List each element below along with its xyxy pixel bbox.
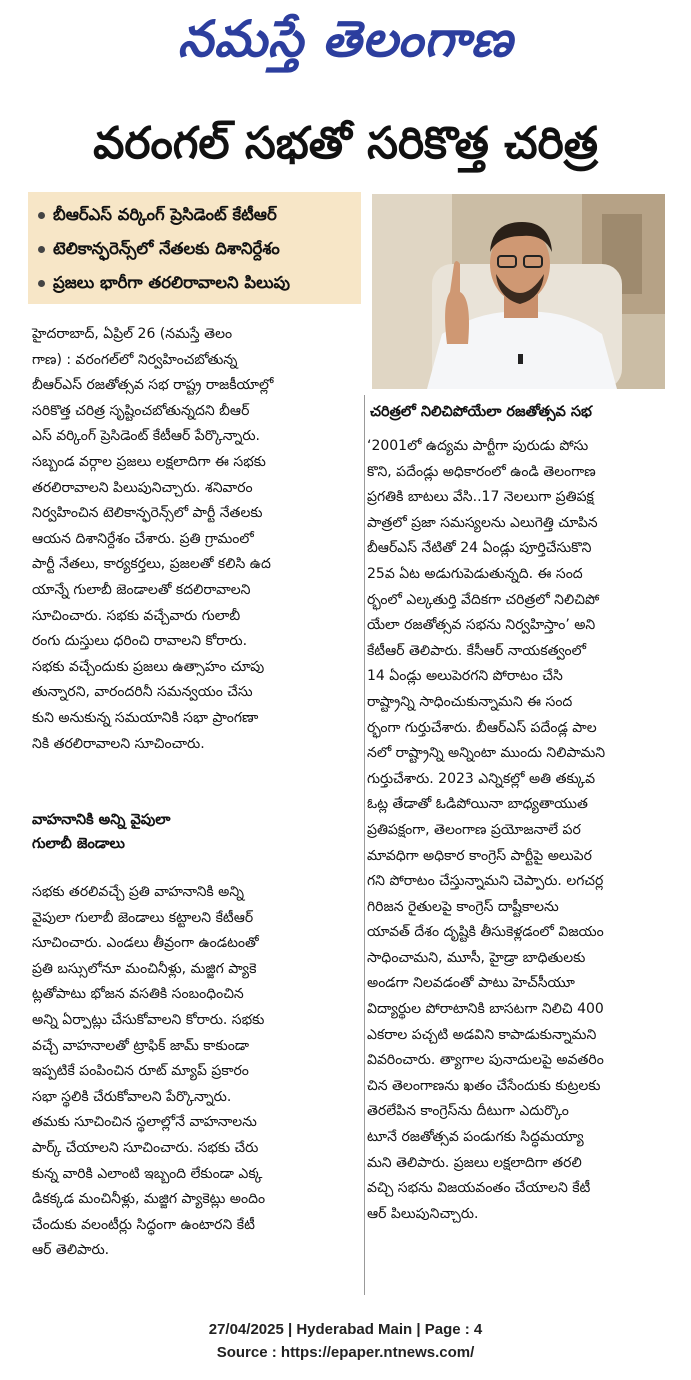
article-subheading: చరిత్రలో నిలిచిపోయేలా రజతోత్సవ సభ: [370, 404, 592, 420]
article-photo: [372, 194, 665, 389]
highlight-text: బీఆర్ఎస్ వర్కింగ్ ప్రెసిడెంట్ కేటీఆర్: [53, 205, 277, 224]
footer-date-edition: 27/04/2025 | Hyderabad Main | Page : 4: [208, 1321, 483, 1338]
highlight-text: టెలికాన్ఫరెన్స్‌లో నేతలకు దిశానిర్దేశం: [53, 239, 280, 258]
highlights-box: [28, 192, 361, 304]
article-paragraph: ‘2001లో ఉద్యమ పార్టీగా పురుడు పోసు కొని, పదేండ్లు అధికారంలో ఉండి తెలంగాణ ప్రగతికి బాటలు వేసి..17 నెలలుగా ప్రతిపక్ష పాత్రలో ప్రజా సమస్యలను ఎలుగెత్తి చూపిన బీఆర్ఎస్ నేటితో 24 ఏండ్లు పూర్తిచేసుకొని 25వ ఏట అడుగుపెడుతున్నది. ఈ సంద ర్భంలో ఎల్కతుర్తి వేదికగా చరిత్రలో నిలిచిపో యేలా రజతోత్సవ సభను నిర్వహిస్తాం’ అని కేటీఆర్ తెలిపారు. కేసీఆర్ నాయకత్వంలో 14 ఏండ్లు అలుపెరగని పోరాటం చేసి రాష్ట్రాన్ని సాధించుకున్నామని ఈ సంద ర్భంగా గుర్తుచేశారు. బీఆర్ఎస్ పదేండ్ల పాల నలో రాష్ట్రాన్ని అన్నింటా ముందు నిలిపామని గుర్తుచేశారు. 2023 ఎన్నికల్లో అతి తక్కువ ఓట్ల తేడాతో ఓడిపోయినా బాధ్యతాయుత ప్రతిపక్షంగా, తెలంగాణ ప్రయోజనాలే పర మావధిగా అధికార కాంగ్రెస్ పార్టీపై అలుపెర గని పోరాటం చేస్తున్నామని చెప్పారు. లగచర్ల గిరిజన రైతులపై కాంగ్రెస్ దాష్టీకాలను యావత్ దేశం దృష్టికి తీసుకెళ్లడంలో విజయం సాధించామని, మూసీ, హైడ్రా బాధితులకు అండగా నిలవడంతో పాటు హెచ్‌సీయూ విద్యార్థుల పోరాటానికి బాసటగా నిలిచి 400 ఎకరాల పచ్చటి అడవిని కాపాడుకున్నామని వివరించారు. త్యాగాల పునాదులపై అవతరిం చిన తెలంగాణను ఖతం చేసేందుకు కుట్రలకు తెరలేపిన కాంగ్రెస్‌ను దీటుగా ఎదుర్కొం టూనే రజతోత్సవ పండుగకు సిద్ధమయ్యా మని తెలిపారు. ప్రజలు లక్షలాదిగా తరలి వచ్చి సభను విజయవంతం చేయాలని కేటీ ఆర్ పిలుపునిచ్చారు.: [367, 438, 606, 1222]
headline: వరంగల్ సభతో సరికొత్త చరిత్ర: [93, 118, 598, 169]
masthead-logo: నమస్తే తెలంగాణ: [177, 9, 514, 68]
highlight-item: [38, 232, 361, 266]
highlight-item: [38, 266, 361, 300]
article-paragraph: హైదరాబాద్, ఏప్రిల్ 26 (నమస్తే తెలం గాణ) : వరంగల్‌లో నిర్వహించబోతున్న బీఆర్ఎస్ రజతోత్సవ సభ రాష్ట్ర రాజకీయాల్లో సరికొత్త చరిత్ర సృష్టించబోతున్నదని బీఆర్ ఎస్ వర్కింగ్ ప్రెసిడెంట్ కేటీఆర్ పేర్కొన్నారు. సబ్బండ వర్గాల ప్రజలు లక్షలాదిగా ఈ సభకు తరలిరావాలని పిలుపునిచ్చారు. శనివారం నిర్వహించిన టెలికాన్ఫరెన్స్‌లో పార్టీ నేతలకు ఆయన దిశానిర్దేశం చేశారు. ప్రతి గ్రామంలో పార్టీ నేతలు, కార్యకర్తలు, ప్రజలతో కలిసి ఉద యాన్నే గులాబీ జెండాలతో కదలిరావాలని సూచించారు. సభకు వచ్చేవారు గులాబీ రంగు దుస్తులు ధరించి రావాలని కోరారు. సభకు వచ్చేందుకు ప్రజలు ఉత్సాహం చూపు తున్నారని, వారందరినీ సమన్వయం చేసు కుని అనుకున్న సమయానికి సభా ప్రాంగణా నికి తరలిరావాలని సూచించారు.: [32, 326, 274, 752]
bullet-icon: [38, 246, 45, 253]
footer-source: Source : https://epaper.ntnews.com/: [216, 1344, 475, 1361]
person-speaking-photo: [372, 194, 665, 389]
highlight-item: [38, 198, 361, 232]
article-subheading: వాహనానికి అన్ని వైపులా గులాబీ జెండాలు: [32, 812, 171, 852]
bullet-icon: [38, 280, 45, 287]
footer: [0, 1318, 691, 1364]
article-paragraph: సభకు తరలివచ్చే ప్రతి వాహనానికి అన్ని వైపులా గులాబీ జెండాలు కట్టాలని కేటీఆర్ సూచించారు. ఎండలు తీవ్రంగా ఉండటంతో ప్రతి బస్సులోనూ మంచినీళ్లు, మజ్జిగ ప్యాకె ట్లతోపాటు భోజన వసతికి సంబంధించిన అన్ని ఏర్పాట్లు చేసుకోవాలని కోరారు. సభకు వచ్చే వాహనాలతో ట్రాఫిక్ జామ్ కాకుండా ఇప్పటికే పంపించిన రూట్ మ్యాప్ ప్రకారం సభా స్థలికి చేరుకోవాలని పేర్కొన్నారు. తమకు సూచించిన స్థలాల్లోనే వాహనాలను పార్క్ చేయాలని సూచించారు. సభకు చేరు కున్న వారికి ఎలాంటి ఇబ్బంది లేకుండా ఎక్క డికక్కడ మంచినీళ్లు, మజ్జిగ ప్యాకెట్లు అందిం చేందుకు వలంటీర్లు సిద్ధంగా ఉంటారని కేటీ ఆర్ తెలిపారు.: [32, 884, 266, 1259]
highlight-text: ప్రజలు భారీగా తరలిరావాలని పిలుపు: [53, 273, 290, 292]
bullet-icon: [38, 212, 45, 219]
column-divider: [364, 395, 365, 1295]
